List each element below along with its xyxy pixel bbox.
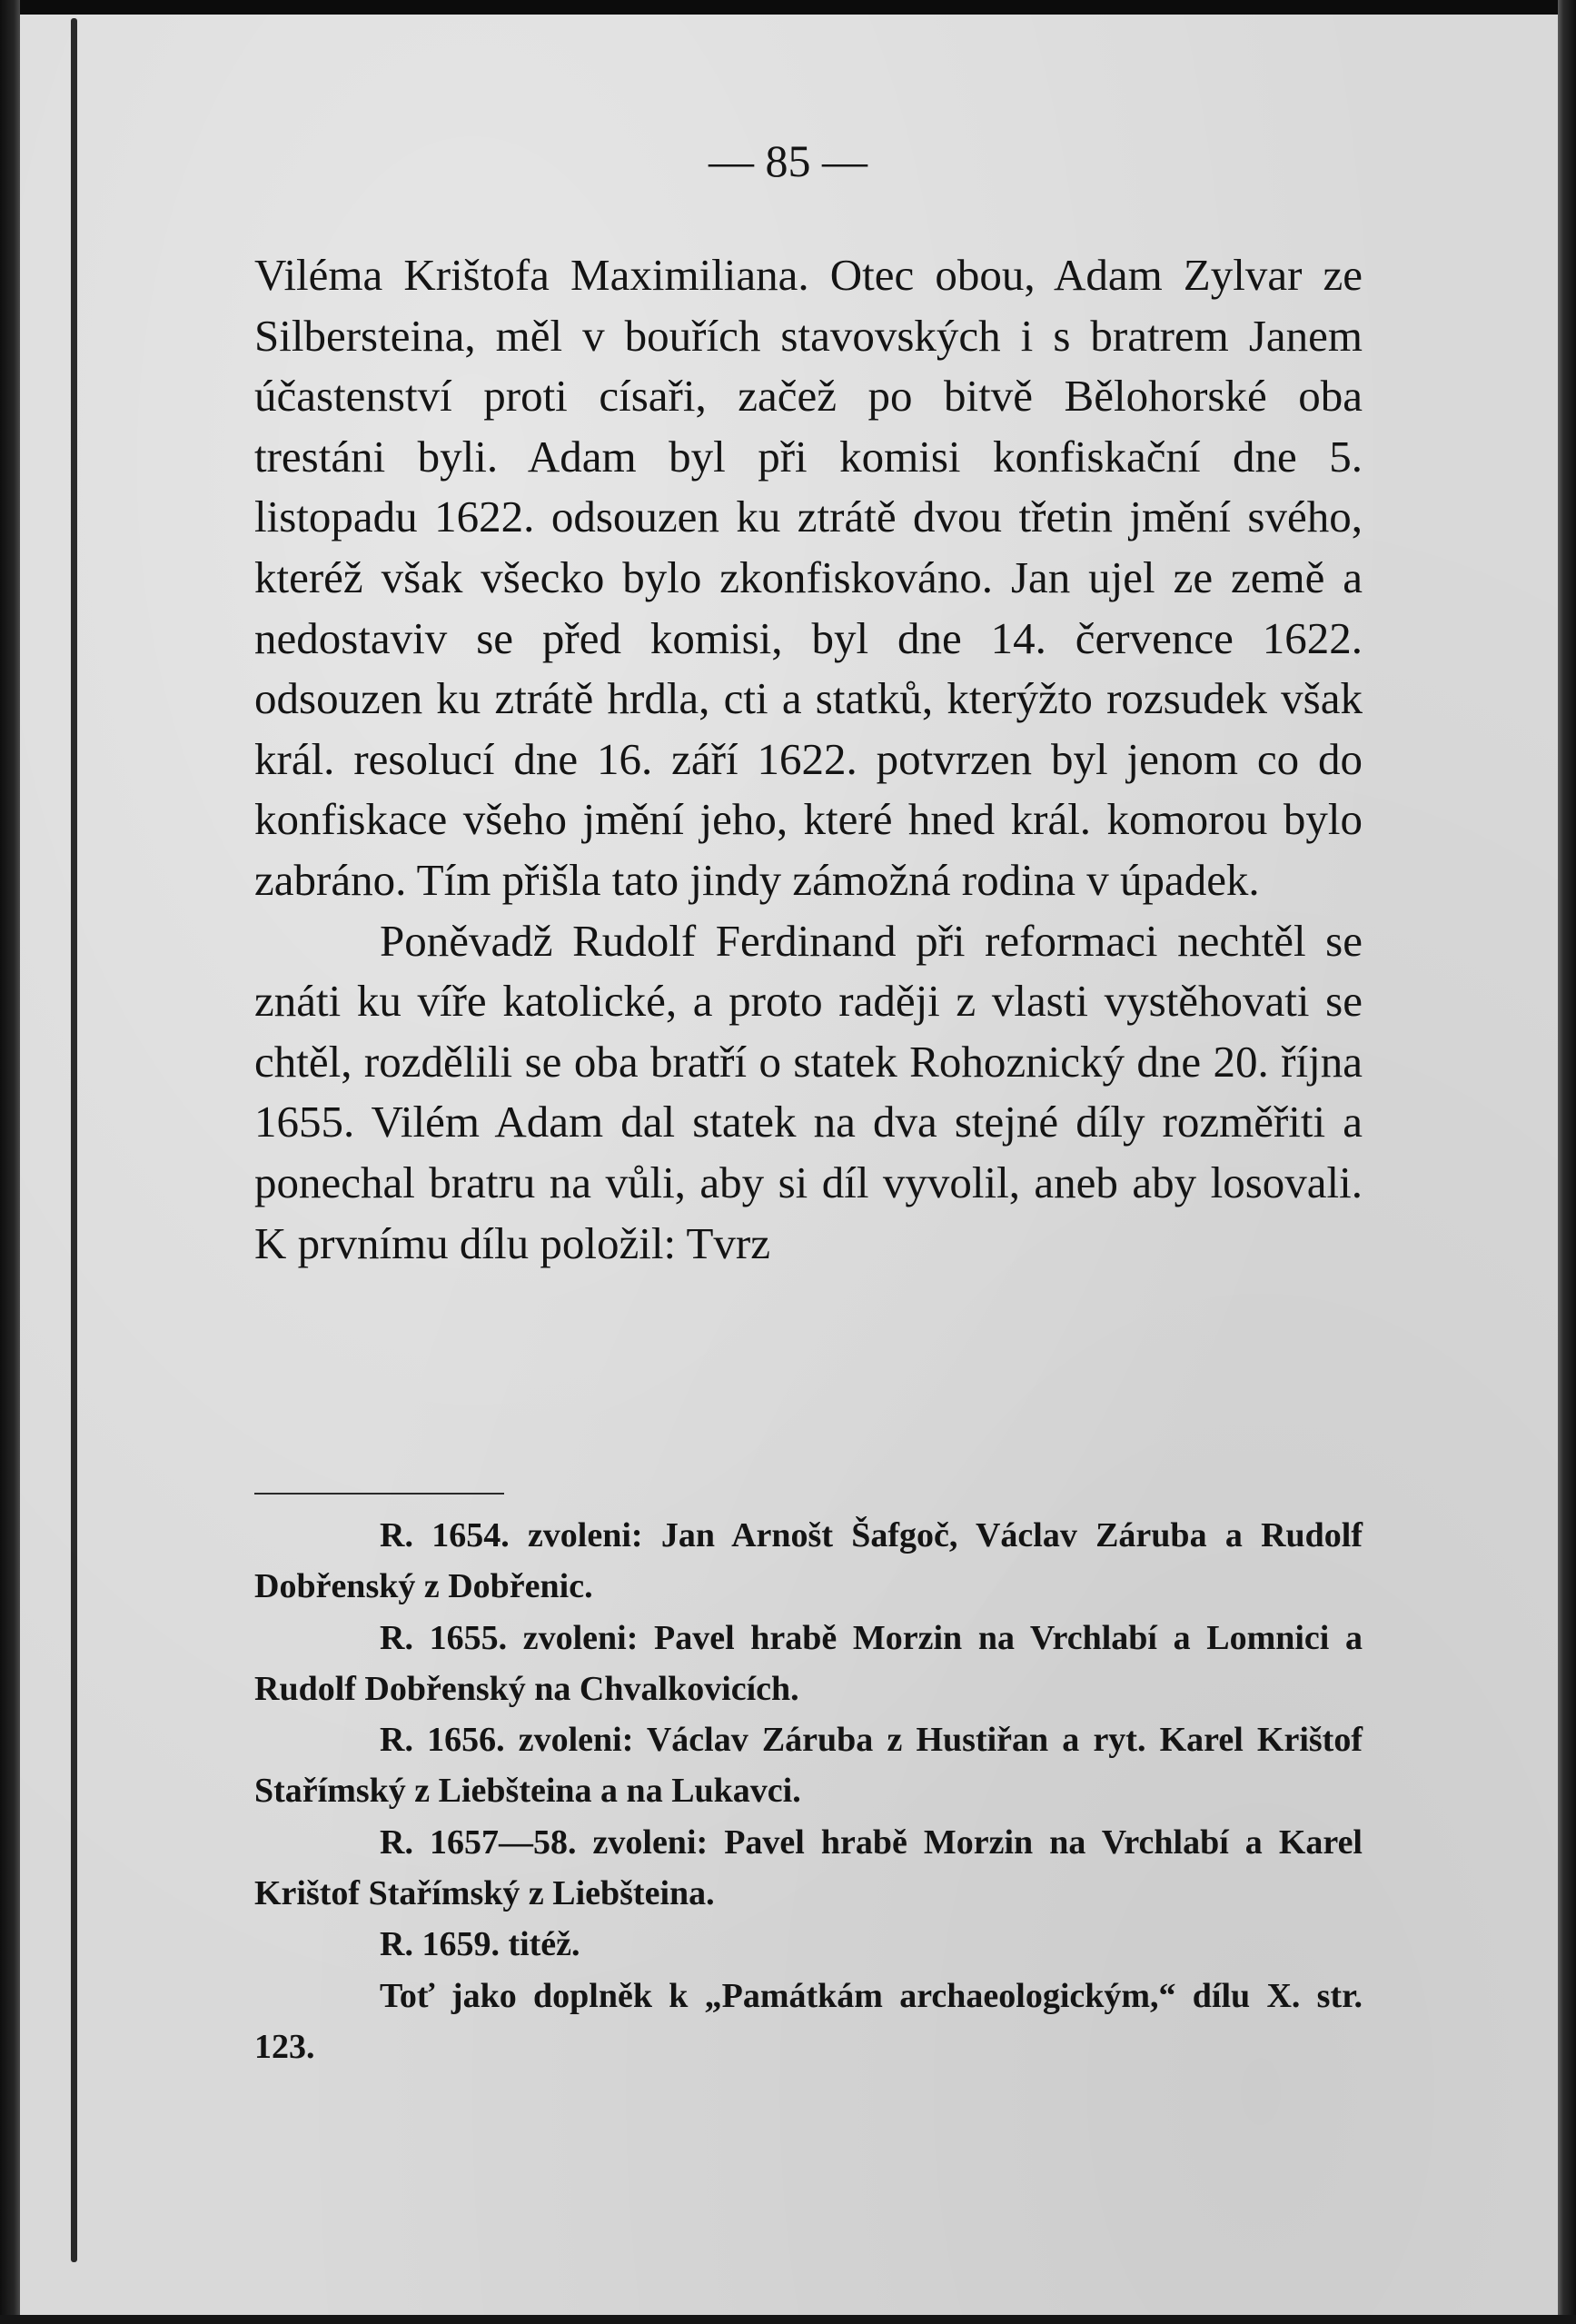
footnote-1659: R. 1659. titéž.: [380, 1925, 580, 1964]
footnotes: [254, 1510, 1363, 2072]
paragraph-1: Viléma Krištofa Maximiliana. Otec obou, Adam Zylvar ze Silbersteina, měl v bouřích stavovských i s bratrem Janem účastenství proti císaři, začež po bitvě Bělohorské oba trestáni byli. Adam byl při komisi konfiskační dne 5. listopadu 1622. odsouzen ku ztrátě dvou třetin jmění svého, kteréž však všecko bylo zkonfiskováno. Jan ujel ze země a nedostaviv se před komisi, byl dne 14. července 1622. odsouzen ku ztrátě hrdla, cti a statků, kterýžto rozsudek však král. resolucí dne 16. září 1622. potvrzen byl jenom co do konfiskace všeho jmění jeho, které hned král. komorou bylo zabráno. Tím přišla tato jindy zámožná rodina v úpadek.: [254, 250, 1363, 905]
footnote-1657-58: R. 1657—58. zvoleni: Pavel hrabě Morzin na Vrchlabí a Karel Krištof Stařímský z Liebšteina.: [254, 1822, 1363, 1913]
scan-edge-left: [0, 0, 20, 2324]
page-number: — 85 —: [709, 135, 867, 186]
binding-gutter-line: [71, 18, 77, 2262]
scan-edge-bottom: [0, 2315, 1576, 2324]
footnote-1655: R. 1655. zvoleni: Pavel hrabě Morzin na Vrchlabí a Lomnici a Rudolf Dobřenský na Chvalkovicích.: [254, 1618, 1363, 1708]
paragraph-2: Poněvadž Rudolf Ferdinand při reformaci nechtěl se znáti ku víře katolické, a proto raději z vlasti vystěhovati se chtěl, rozdělili se oba bratří o statek Rohoznický dne 20. října 1655. Vilém Adam dal statek na dva stejné díly rozměřiti a ponechal bratru na vůli, aby si díl vyvolil, aneb aby losovali. K prvnímu dílu položil: Tvrz: [254, 915, 1363, 1268]
footnote-reference: Toť jako doplněk k „Památkám archaeologickým,“ dílu X. str. 123.: [254, 1976, 1363, 2066]
footnote-1656: R. 1656. zvoleni: Václav Záruba z Hustiřan a ryt. Karel Krištof Stařímský z Liebšteina a na Lukavci.: [254, 1721, 1363, 1811]
footnote-separator: [254, 1493, 504, 1495]
scan-edge-top: [0, 0, 1576, 15]
main-text: [254, 245, 1363, 1274]
footnote-1654: R. 1654. zvoleni: Jan Arnošt Šafgoč, Václav Záruba a Rudolf Dobřenský z Dobřenic.: [254, 1516, 1363, 1606]
scan-edge-right: [1558, 0, 1576, 2324]
